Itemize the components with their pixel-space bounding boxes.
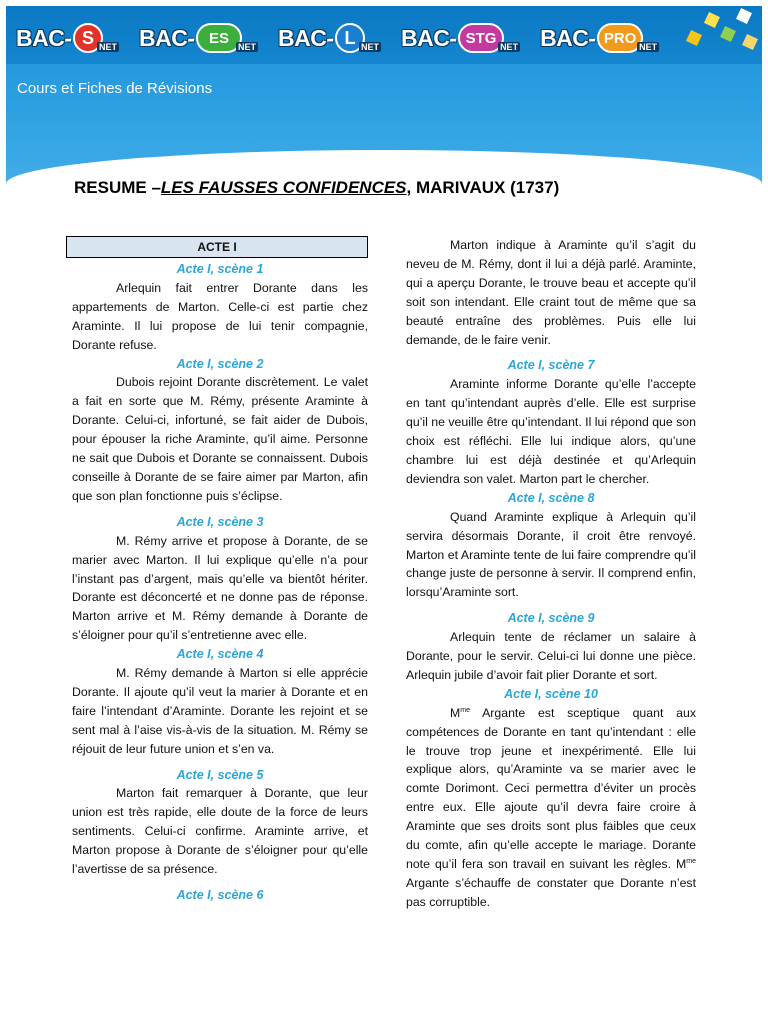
logo-suffix: NET [99,42,118,52]
logo-dash: - [64,24,73,51]
logo-prefix: BAC [139,24,188,51]
superscript: me [686,857,696,865]
logo-mark: PRO [597,23,643,53]
logo-mark: L [335,23,365,53]
scene-text: M. Rémy arrive et propose à Dorante, de se marier avec Marton. Il lui explique qu’elle n’a pour l’instant pas d’argent, mais qu’elle va bientôt hériter. Dorante est déconcerté et ne donne pas de réponse. Marton arrive et M. Rémy demande à Dorante de s’éloigner pour qu’il s’entretienne avec elle. [72,533,368,643]
logo-mark: S [73,23,103,53]
logo-mark: STG [458,23,504,53]
scene-heading: Acte I, scène 5 [176,767,264,782]
scene-heading: Acte I, scène 9 [507,611,595,626]
logo-bac-s[interactable] [16,20,119,56]
scene-heading: Acte I, scène 7 [507,358,595,373]
scene-text: Marton fait remarquer à Dorante, que leur union est très rapide, elle doute de la force de leurs sentiments. Celui-ci confirme. Araminte arrive, et Marton propose à Dorante de s’éloigner pour qu’elle l’avertisse de sa présence. [72,786,368,877]
title-prefix: RESUME – [74,178,161,197]
logo-dash: - [187,24,196,51]
logo-mark: ES [196,23,242,53]
logo-bac-es[interactable] [139,20,258,56]
right-column [406,236,696,912]
logo-bac-pro[interactable] [540,20,659,56]
logo-dash: - [449,24,458,51]
text-fragment: Argante est sceptique quant aux compétences de Dorante en tant qu’intendant : elle le trouve trop jeune et inexpérimenté. Elle lui explique alors, qu’Araminte va se marier avec le comte Dorimont. Ceci permettra d’éviter un procès entre eux. Elle ajoute qu’il devra faire croire à Araminte que ses droits sont plus faibles que ceux du comte, afin qu’elle accepte le mariage. Dorante note qu’il fera son travail en suivant les règles. M [406,705,696,871]
logo-prefix: BAC [16,24,65,51]
logo-prefix: BAC [401,24,450,51]
scene-heading: Acte I, scène 1 [176,262,264,276]
text-fragment: Argante s’échauffe de constater que Dorante n’est pas corruptible. [406,875,696,909]
title-work: LES FAUSSES CONFIDENCES [160,178,407,197]
banner-subtitle: Cours et Fiches de Révisions [17,80,213,97]
scene-heading: Acte I, scène 2 [176,356,264,371]
logo-bac-l[interactable] [278,20,381,56]
scene-text: Arlequin tente de réclamer un salaire à Dorante, pour le servir. Celui-ci lui donne une pièce. Arlequin jubile d’avoir fait plier Dorante et sort. [406,630,696,682]
left-column [72,236,368,905]
scene-heading: Acte I, scène 4 [176,647,264,662]
document-title [74,178,559,198]
acte-heading: ACTE I [66,236,368,258]
scene-heading: Acte I, scène 6 [176,888,264,902]
scene-heading: Acte I, scène 3 [176,514,264,529]
site-logos [16,20,673,60]
superscript: me [460,706,470,714]
scene-text: Quand Araminte explique à Arlequin qu’il servira désormais Dorante, il croit être renvoyé. Marton et Araminte tente de lui faire comprendre qu’il change juste de personne à servir. Il comprend enfin, lorsqu’Araminte sort. [406,509,696,600]
scene-text: Arlequin fait entrer Dorante dans les appartements de Marton. Celle-ci est partie chez Araminte. Il lui propose de lui tenir compagnie, Dorante refuse. [72,280,368,352]
logo-suffix: NET [500,42,519,52]
logo-bac-stg[interactable] [401,20,520,56]
scene-heading: Acte I, scène 8 [507,490,595,505]
title-suffix: , MARIVAUX (1737) [406,178,560,197]
logo-prefix: BAC [278,24,327,51]
scene-text: M. Rémy demande à Marton si elle apprécie Dorante. Il ajoute qu’il veut la marier à Dorante et en faire l’intendant d’Araminte. Dorante les rejoint et se sent mal à l’aise vis-à-vis de la situation. M. Rémy se réjouit de leur future union et s’en va. [72,666,368,756]
logo-dash: - [326,24,335,51]
logo-dash: - [588,24,597,51]
scene-text: Dubois rejoint Dorante discrètement. Le valet a fait en sorte que M. Rémy, présente Araminte à Dorante. Celui-ci, infortuné, se fait aider de Dubois, pour épouser la riche Araminte, qu’il aime. Personne ne sait que Dubois et Dorante se connaissent. Dubois conseille à Dorante de se faire aimer par Marton, afin que son plan fonctionne puis s’éclipse. [72,375,368,503]
scene-text: Araminte informe Dorante qu’elle l’accepte en tant qu’intendant auprès d’elle. Elle est surprise qu’il ne veuille être qu’intendant. Il lui répond que son choix est réfléchi. Elle lui indique alors, qu’une chambre lui est déjà destinée et qu’Arlequin deviendra son valet. Marton part le chercher. [406,377,696,486]
text-fragment: M [450,705,461,720]
logo-suffix: NET [639,42,658,52]
logo-suffix: NET [238,42,257,52]
scene-text: Marton indique à Araminte qu’il s’agit du neveu de M. Rémy, dont il lui a déjà parlé. Araminte, qui a aperçu Dorante, le trouve beau et accepte qu’il soit son intendant. Elle craint tout de même que sa beauté entraîne des problèmes. Puis elle lui demande, de le faire venir. [406,238,696,347]
logo-prefix: BAC [540,24,589,51]
scene-text [406,704,696,912]
confetti-decoration [682,6,762,56]
logo-suffix: NET [361,42,380,52]
scene-heading: Acte I, scène 10 [504,686,598,701]
